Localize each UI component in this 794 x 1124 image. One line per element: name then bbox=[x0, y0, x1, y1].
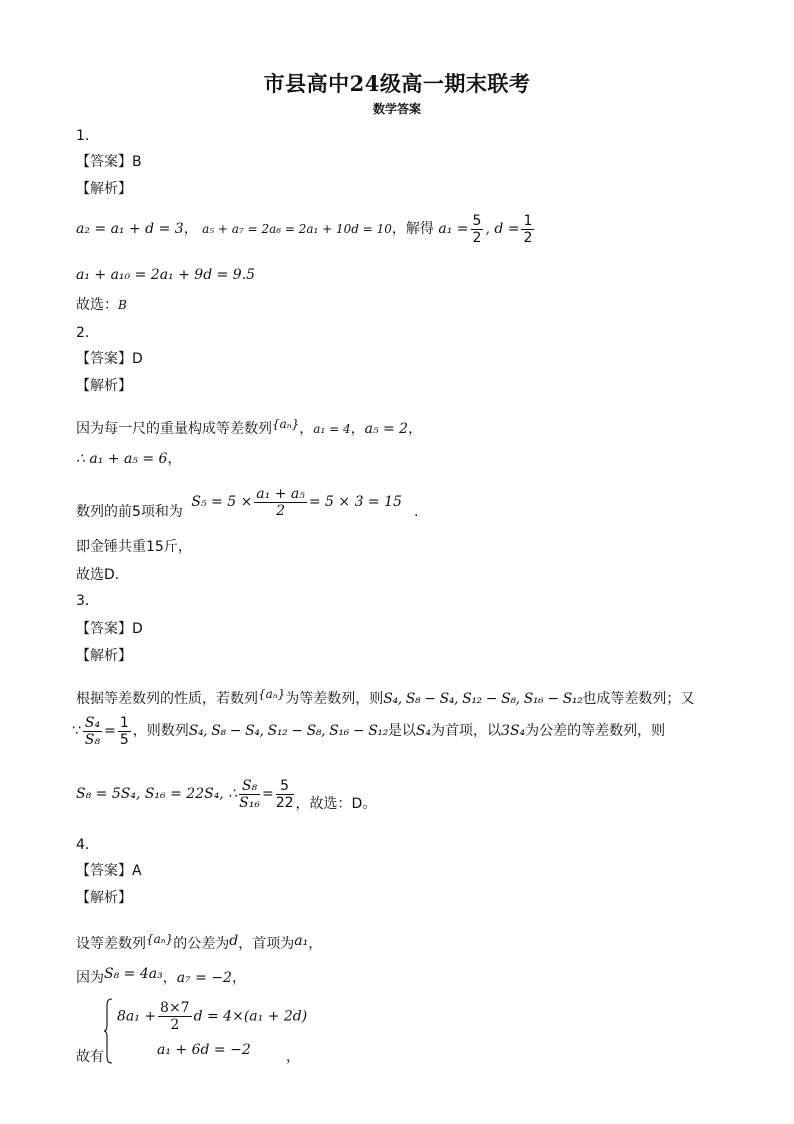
question-4-conclusion-label: 故有 bbox=[76, 1049, 104, 1065]
answer-label: 【答案】 bbox=[76, 351, 132, 367]
question-3-line-3: S₈ = 5S₄, S₁₆ = 22S₄, ∴ $\frac{\text{S₈}}{\text{S₁₆}}$ = $\frac{5}{22}$ ，故选：D。 bbox=[76, 777, 377, 812]
fraction: $\frac{8\times 7}{2}$ bbox=[160, 1000, 190, 1033]
left-brace-icon bbox=[103, 998, 113, 1064]
question-3-answer bbox=[76, 620, 143, 638]
fraction: $\frac{1}{2}$ bbox=[523, 212, 533, 246]
question-4-end-comma: ， bbox=[286, 1049, 300, 1065]
system-equation-1: 8a₁ + $\frac{8\times 7}{2}$ d = 4×(a₁ + 2d) bbox=[117, 1000, 308, 1033]
math-expression: a₁ + a₁₀ = 2a₁ + 9d = 9.5 bbox=[76, 267, 256, 283]
question-4-line-1: 设等差数列{aₙ}的公差为d，首项为a₁， bbox=[76, 932, 323, 952]
math-expression: a₂ = a₁ + d = 3 bbox=[76, 221, 184, 237]
question-1-number: 1． bbox=[76, 128, 99, 144]
answer-label: 【答案】 bbox=[76, 154, 132, 170]
math-expression: ∴ a₁ + a₅ = 6 bbox=[76, 451, 168, 467]
answer-label: 【答案】 bbox=[76, 863, 132, 879]
question-2-sum-line: 数列的前5项和为 S₅ = 5 × $\frac{\text{a₁ + a₅}}{2}$ = 5 × 3 = 15. bbox=[76, 485, 419, 520]
math-expression: a₅ + a₇ = 2a₆ = 2a₁ + 10d = 10 bbox=[202, 222, 392, 236]
answer-value: D bbox=[132, 351, 143, 367]
answer-value: D bbox=[132, 621, 143, 637]
page-subtitle: 数学答案 bbox=[372, 102, 421, 116]
question-3-analysis-label: 【解析】 bbox=[76, 648, 132, 664]
equation-system bbox=[103, 998, 308, 1064]
question-4-number: 4． bbox=[76, 837, 99, 853]
question-2-line-5: 故选D． bbox=[76, 567, 129, 583]
question-2-number: 2． bbox=[76, 325, 99, 341]
question-2-answer bbox=[76, 350, 143, 368]
fraction: $\frac{\text{S₄}}{\text{S₈}}$ bbox=[84, 714, 101, 748]
question-3-line-2: ∵ $\frac{\text{S₄}}{\text{S₈}}$ = $\frac{1}{5}$ ，则数列S₄, S₈ − S₄, S₁₂ − S₈, S₁₆ − S₁₂是以S₄为首项，以3S₄为公差的等差数列，则 bbox=[72, 714, 666, 748]
question-1-answer bbox=[76, 153, 142, 171]
question-4-analysis-label: 【解析】 bbox=[76, 890, 132, 906]
answer-value: A bbox=[132, 863, 142, 879]
question-1-analysis-label: 【解析】 bbox=[76, 181, 132, 197]
question-4-line-2: 因为S₈ = 4a₃，a₇ = −2， bbox=[76, 966, 246, 986]
answer-value: B bbox=[132, 154, 142, 170]
question-4-answer bbox=[76, 862, 142, 880]
fraction: $\frac{\text{a₁ + a₅}}{2}$ bbox=[256, 485, 305, 519]
page-title: 市县高中24级高一期末联考 bbox=[263, 71, 531, 96]
question-2-line-2: ∴ a₁ + a₅ = 6， bbox=[76, 451, 182, 467]
fraction: $\frac{\text{S₈}}{\text{S₁₆}}$ bbox=[239, 777, 260, 811]
system-equation-2: a₁ + 6d = −2 bbox=[157, 1042, 251, 1058]
question-1-sum-line bbox=[76, 266, 255, 284]
fraction: $\frac{5}{22}$ bbox=[275, 777, 294, 811]
question-3-number: 3． bbox=[76, 593, 99, 609]
question-2-line-4: 即金锤共重15斤， bbox=[76, 539, 192, 555]
question-1-select: 故选：B bbox=[76, 297, 127, 313]
math-expression: S₈ = 5S₄, S₁₆ = 22S₄, ∴ bbox=[76, 786, 238, 802]
answer-label: 【答案】 bbox=[76, 621, 132, 637]
question-3-line-1: 根据等差数列的性质，若数列{aₙ}为等差数列，则S₄, S₈ − S₄, S₁₂ − S₈, S₁₆ − S₁₂也成等差数列；又 bbox=[76, 687, 695, 707]
fraction: $\frac{1}{5}$ bbox=[119, 714, 129, 748]
question-1-equation-line: a₂ = a₁ + d = 3， a₅ + a₇ = 2a₆ = 2a₁ + 10d = 10，解得 a₁ = $\frac{5}{2}$ , d = $\frac{1}{2}$ bbox=[76, 212, 533, 246]
question-2-line-1: 因为每一尺的重量构成等差数列{aₙ}，a₁ = 4，a₅ = 2， bbox=[76, 417, 423, 437]
fraction: $\frac{5}{2}$ bbox=[472, 212, 482, 246]
question-2-analysis-label: 【解析】 bbox=[76, 378, 132, 394]
